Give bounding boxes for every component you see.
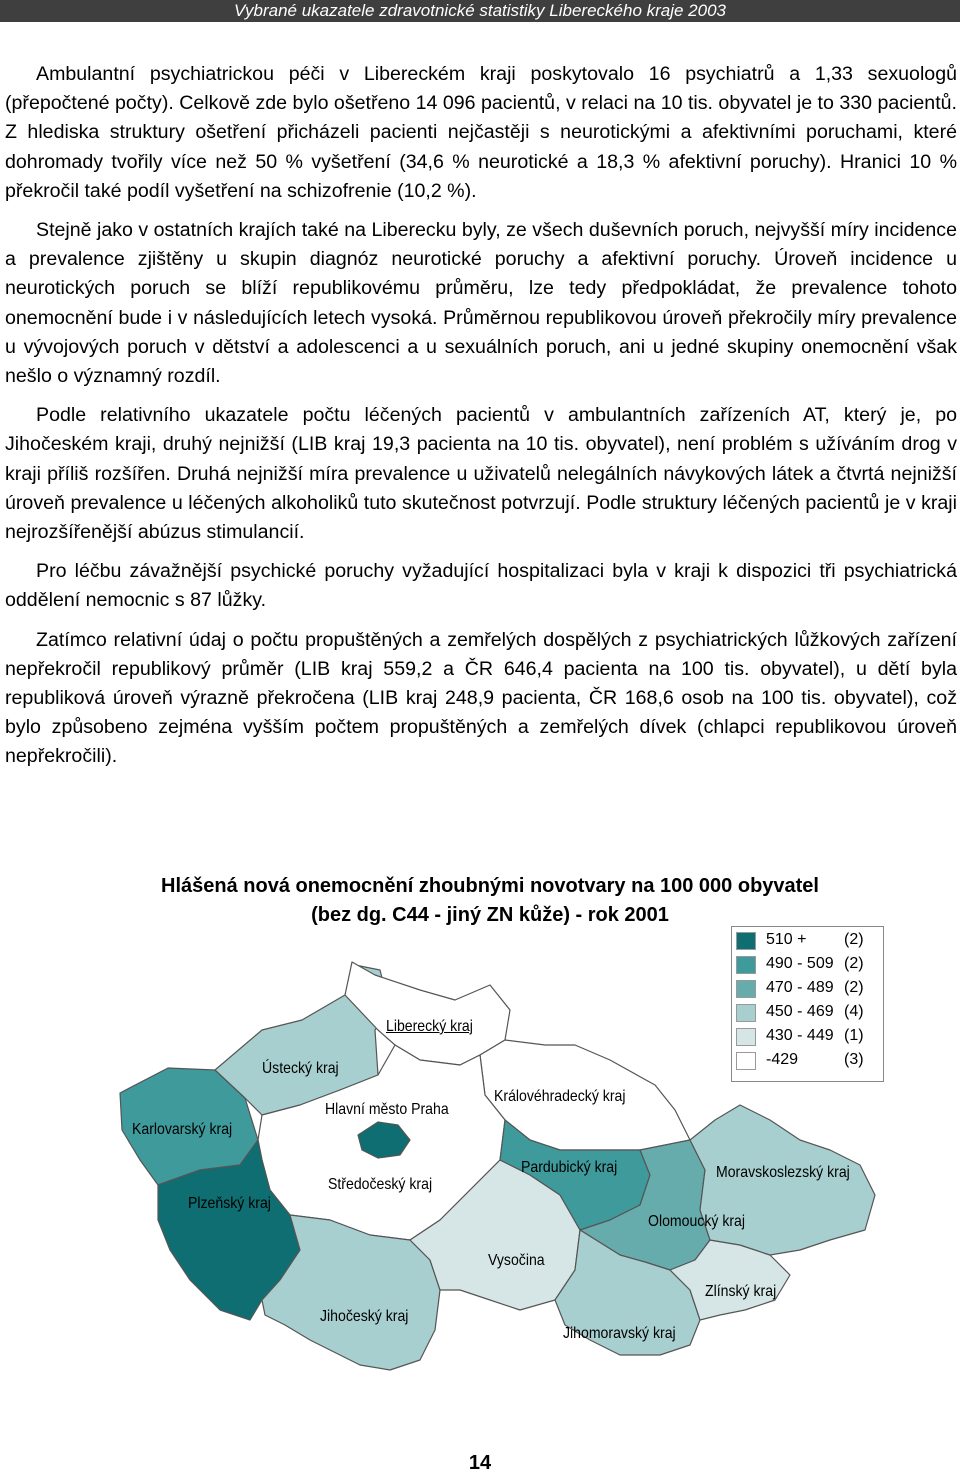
map-legend xyxy=(731,926,884,1082)
map-title-line-1: Hlášená nová onemocnění zhoubnými novotvary na 100 000 obyvatel xyxy=(161,875,819,897)
label-stredocesky: Středočeský kraj xyxy=(328,1176,433,1193)
legend-count: (3) xyxy=(844,1051,864,1068)
legend-count: (2) xyxy=(844,979,864,996)
label-plzensky: Plzeňský kraj xyxy=(188,1195,271,1212)
body-text xyxy=(5,60,957,782)
legend-swatch xyxy=(736,1052,756,1070)
paragraph: Podle relativního ukazatele počtu léčených pacientů v ambulantních zařízeních AT, který je, po Jihočeském kraji, druhý nejnižší (LIB kraj 19,3 pacienta na 10 tis. obyvatel), není problém s užíváním drog v kraji příliš rozšířen. Druhá nejnižší míra prevalence u uživatelů nelegálních návykových látek a čtvrtá nejnižší úroveň prevalence u léčených alkoholiků tuto skutečnost potvrzují. Podle struktury léčených pacientů je v kraji nejrozšířenější abúzus stimulancií. xyxy=(5,404,957,544)
paragraph: Stejně jako v ostatních krajích také na Liberecku byly, ze všech duševních poruch, nejvyšší míry incidence a prevalence zjištěny u skupin diagnóz neurotické poruchy a afektivní poruchy. Úroveň incidence u neurotických poruch se blíží republikovému průměru, lze tedy předpokládat, že prevalence tohoto onemocnění bude i v následujících letech vysoká. Průměrnou republikovou úroveň překročily míry prevalence u vývojových poruch v dětství a adolescenci a u sexuálních poruch, ani u jedné skupiny onemocnění však nešlo o významný rozdíl. xyxy=(5,219,958,388)
label-kralovehradecky: Královéhradecký kraj xyxy=(494,1088,626,1105)
legend-swatch xyxy=(736,932,756,950)
paragraph: Ambulantní psychiatrickou péči v Libereckém kraji poskytovalo 16 psychiatrů a 1,33 sexuologů (přepočtené počty). Celkově zde bylo ošetřeno 14 096 pacientů, v relaci na 10 tis. obyvatel je to 330 pacientů. Z hlediska struktury ošetření přicházeli pacienti nejčastěji s neurotickými a afektivními poruchami, které dohromady tvořily více než 50 % vyšetření (34,6 % neurotické a 18,3 % afektivní poruchy). Hranici 10 % překročil také podíl vyšetření na schizofrenie (10,2 %). xyxy=(5,63,957,202)
label-jihomoravsky: Jihomoravský kraj xyxy=(563,1325,676,1342)
label-liberecky: Liberecký kraj xyxy=(386,1018,473,1035)
legend-count: (2) xyxy=(844,931,864,948)
legend-range: 510 + xyxy=(766,931,807,948)
label-olomoucky: Olomoucký kraj xyxy=(648,1213,746,1230)
label-zlinsky: Zlínský kraj xyxy=(705,1283,777,1300)
paragraph: Pro léčbu závažnější psychické poruchy vyžadující hospitalizaci byla v kraji k dispozici tři psychiatrická oddělení nemocnic s 87 lůžky. xyxy=(5,560,957,612)
legend-swatch xyxy=(736,980,756,998)
running-header-title: Vybrané ukazatele zdravotnické statistiky Libereckého kraje 2003 xyxy=(233,1,727,20)
label-jihocesky: Jihočeský kraj xyxy=(320,1308,409,1325)
running-header xyxy=(0,0,960,22)
label-karlovarsky: Karlovarský kraj xyxy=(132,1121,233,1138)
legend-swatch xyxy=(736,1004,756,1022)
map-title xyxy=(100,872,880,930)
label-moravskoslezsky: Moravskoslezský kraj xyxy=(716,1164,850,1181)
legend-count: (4) xyxy=(844,1003,864,1020)
legend-range: 470 - 489 xyxy=(766,979,834,996)
legend-swatch xyxy=(736,956,756,974)
legend-range: 450 - 469 xyxy=(766,1003,834,1020)
legend-count: (1) xyxy=(844,1027,864,1044)
legend-range: 490 - 509 xyxy=(766,955,834,972)
legend-range: -429 xyxy=(766,1051,799,1068)
label-ustecky: Ústecký kraj xyxy=(262,1060,339,1077)
label-vysocina: Vysočina xyxy=(488,1252,545,1269)
map-title-line-2: (bez dg. C44 - jiný ZN kůže) - rok 2001 xyxy=(311,904,669,926)
legend-range: 430 - 449 xyxy=(766,1027,834,1044)
label-praha: Hlavní město Praha xyxy=(325,1101,449,1118)
legend-count: (2) xyxy=(844,955,864,972)
label-pardubicky: Pardubický kraj xyxy=(521,1159,618,1176)
paragraph: Zatímco relativní údaj o počtu propuštěných a zemřelých dospělých z psychiatrických lůžkových zařízení nepřekročil republikový průměr (LIB kraj 559,2 a ČR 646,4 pacienta na 100 tis. obyvatel), u dětí byla republiková úroveň výrazně překročena (LIB kraj 248,9 pacienta, ČR 168,6 osob na 100 tis. obyvatel), což bylo způsobeno zejména vyšším počtem propuštěných a zemřelých dívek (chlapci republikovou úroveň nepřekročili). xyxy=(5,628,957,768)
legend-swatch xyxy=(736,1028,756,1046)
page-number: 14 xyxy=(468,1452,492,1474)
